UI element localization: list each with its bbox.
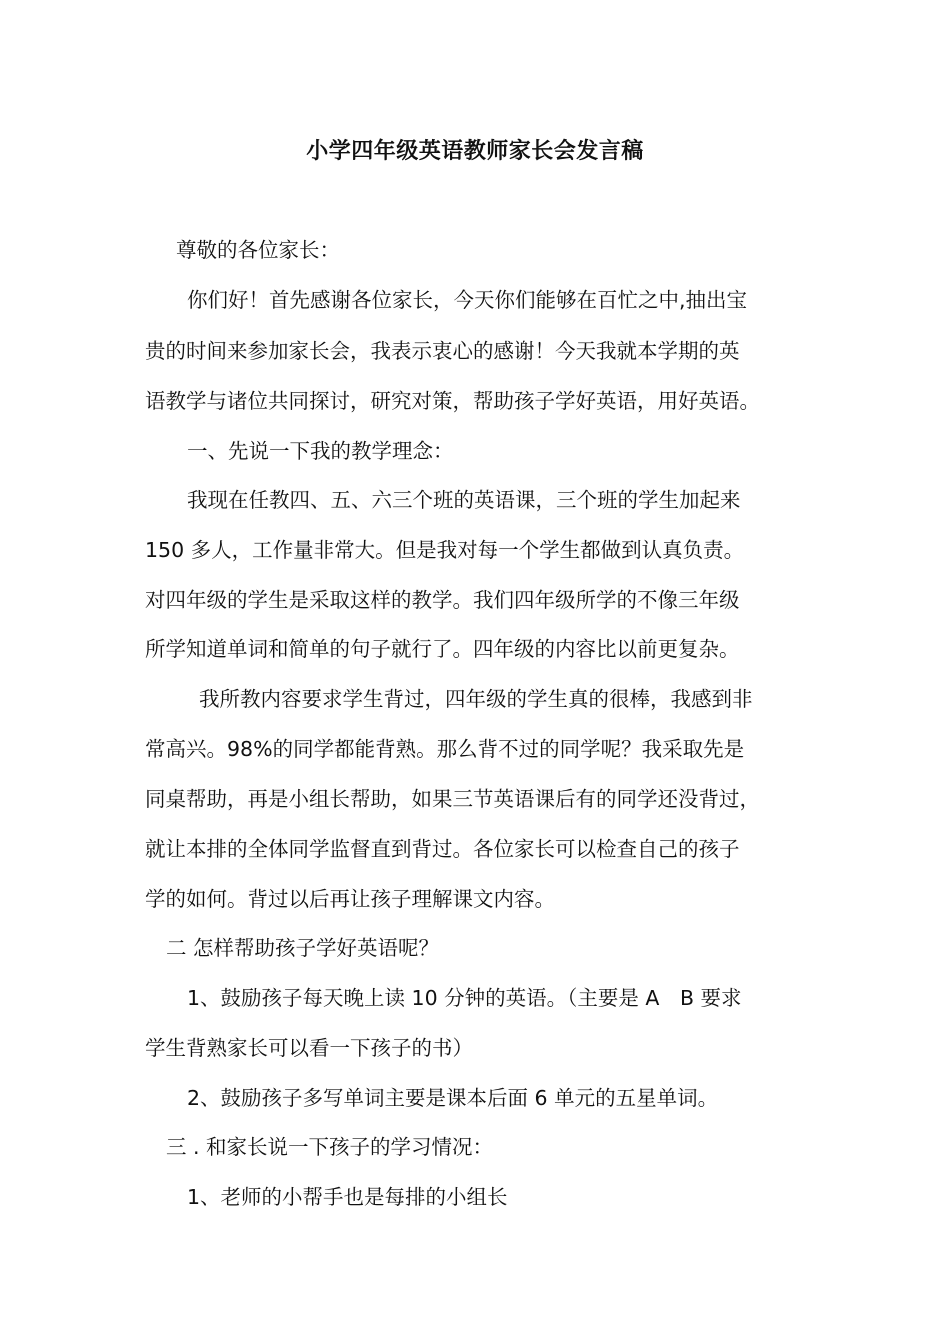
paragraph-line: 对四年级的学生是采取这样的教学。我们四年级所学的不像三年级 bbox=[145, 588, 740, 612]
salutation: 尊敬的各位家长： bbox=[176, 238, 340, 262]
list-item: 1、鼓励孩子每天晚上读 10 分钟的英语。（主要是 A B 要求 bbox=[187, 986, 742, 1010]
list-item: 2、鼓励孩子多写单词主要是课本后面 6 单元的五星单词。 bbox=[187, 1086, 719, 1110]
paragraph-line: 学的如何。背过以后再让孩子理解课文内容。 bbox=[145, 887, 555, 911]
paragraph-line: 常高兴。98%的同学都能背熟。那么背不过的同学呢？我采取先是 bbox=[145, 737, 745, 761]
paragraph-line: 我现在任教四、五、六三个班的英语课，三个班的学生加起来 bbox=[187, 488, 741, 512]
section-heading: 一、先说一下我的教学理念： bbox=[187, 439, 454, 463]
paragraph-line: 我所教内容要求学生背过，四年级的学生真的很棒，我感到非 bbox=[199, 687, 753, 711]
paragraph-line: 贵的时间来参加家长会，我表示衷心的感谢！今天我就本学期的英 bbox=[145, 339, 740, 363]
list-item: 1、老师的小帮手也是每排的小组长 bbox=[187, 1185, 508, 1209]
section-heading: 二 怎样帮助孩子学好英语呢？ bbox=[166, 936, 440, 960]
paragraph-line: 你们好！首先感谢各位家长，今天你们能够在百忙之中,抽出宝 bbox=[187, 288, 748, 312]
paragraph-line: 就让本排的全体同学监督直到背过。各位家长可以检查自己的孩子 bbox=[145, 837, 740, 861]
section-heading: 三 . 和家长说一下孩子的学习情况： bbox=[166, 1135, 494, 1159]
paragraph-line: 所学知道单词和简单的句子就行了。四年级的内容比以前更复杂。 bbox=[145, 637, 740, 661]
paragraph-line: 同桌帮助，再是小组长帮助，如果三节英语课后有的同学还没背过， bbox=[145, 787, 760, 811]
paragraph-line: 150 多人，工作量非常大。但是我对每一个学生都做到认真负责。 bbox=[145, 538, 745, 562]
list-item-continuation: 学生背熟家长可以看一下孩子的书） bbox=[145, 1036, 473, 1060]
paragraph-line: 语教学与诸位共同探讨，研究对策，帮助孩子学好英语，用好英语。 bbox=[145, 389, 760, 413]
document-title: 小学四年级英语教师家长会发言稿 bbox=[306, 139, 644, 164]
